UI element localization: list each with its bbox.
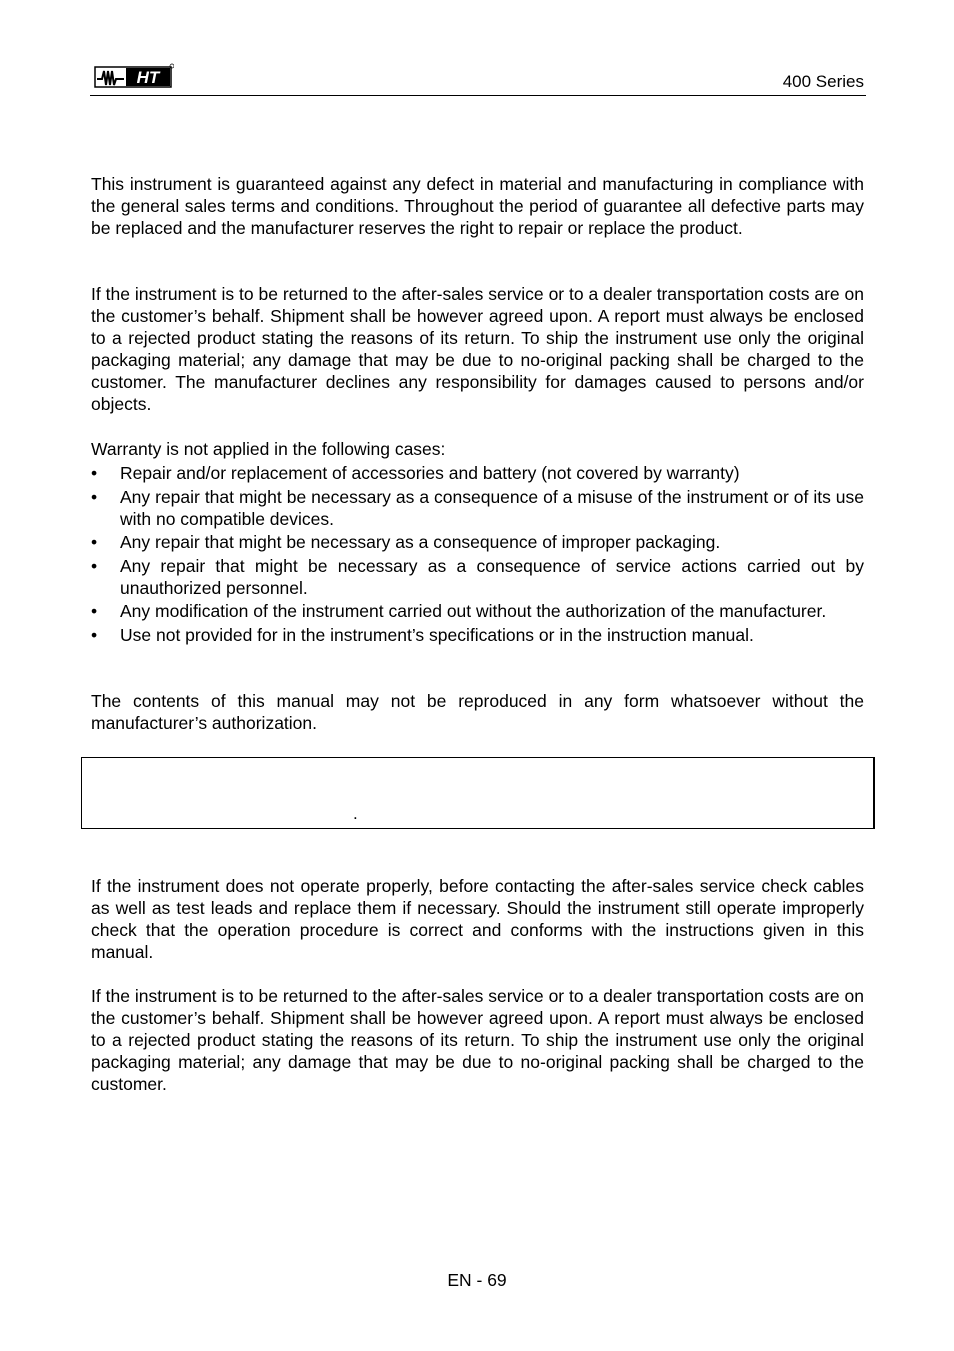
notice-box-mark: . [353, 804, 358, 823]
warranty-paragraph-2: If the instrument is to be returned to the after-sales service or to a dealer transportation costs are on the customer’s behalf. Shipment shall be however agreed upon. A report must always be enclosed to a rejected product stating the reasons of its return. To ship the instrument use only the original packaging material; any damage that may be due to no-original packing shall be charged to the customer. The manufacturer declines any responsibility for damages caused to persons and/or objects. [91, 284, 864, 414]
bullet-icon: • [91, 486, 98, 507]
warranty-cases-intro: Warranty is not applied in the following cases: [91, 439, 446, 459]
warranty-paragraph-1: This instrument is guaranteed against any defect in material and manufacturing in compliance with the general sales terms and conditions. Throughout the period of guarantee all defective parts may be replaced and the manufacturer reserves the right to repair or replace the product. [91, 174, 864, 238]
bullet-icon: • [91, 463, 98, 483]
list-item: • Repair and/or replacement of accessories and battery (not covered by warranty) [91, 463, 740, 483]
reproduction-notice: The contents of this manual may not be reproduced in any form whatsoever without the manufacturer’s authorization. [91, 691, 864, 733]
ht-logo [94, 62, 174, 92]
list-item: • Any modification of the instrument carried out without the authorization of the manufacturer. [91, 601, 827, 621]
list-item: • Use not provided for in the instrument’s specifications or in the instruction manual. [91, 624, 754, 645]
service-paragraph-1: If the instrument does not operate properly, before contacting the after-sales service check cables as well as test leads and replace them if necessary. Should the instrument still operate improperly check that the operation procedure is correct and conforms with the instructions given in this manual. [91, 876, 864, 962]
warranty-exclusions-list [91, 462, 864, 647]
bullet-icon: • [91, 532, 98, 552]
service-paragraph-2: If the instrument is to be returned to the after-sales service or to a dealer transportation costs are on the customer’s behalf. Shipment shall be however agreed upon. A report must always be enclosed to a rejected product stating the reasons of its return. To ship the instrument use only the original packaging material; any damage that may be due to no-original packing shall be charged to the customer. [91, 986, 864, 1094]
notice-box [81, 757, 875, 829]
page-header [90, 60, 866, 96]
page-number: EN - 69 [447, 1270, 507, 1290]
series-label: 400 Series [782, 72, 864, 91]
logo-text: HT [136, 68, 160, 87]
list-item: • Any repair that might be necessary as a consequence of service actions carried out by unauthorized personnel. [91, 555, 864, 598]
bullet-icon: • [91, 624, 98, 645]
bullet-icon: • [91, 601, 98, 621]
list-item: • Any repair that might be necessary as a consequence of improper packaging. [91, 532, 721, 552]
list-item: • Any repair that might be necessary as a consequence of a misuse of the instrument or of its use with no compatible devices. [91, 486, 864, 529]
bullet-icon: • [91, 555, 98, 576]
